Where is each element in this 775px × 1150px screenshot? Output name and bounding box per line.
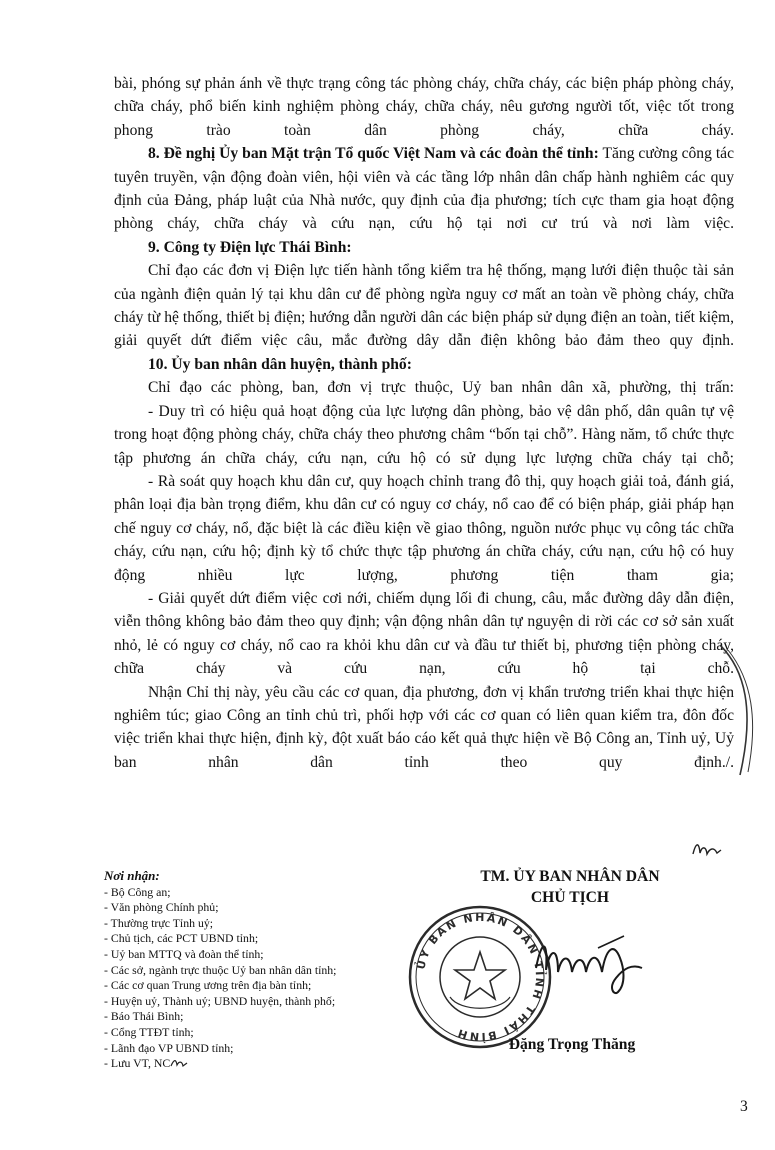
recipients-block xyxy=(104,868,434,1072)
signature-org-line: TM. ỦY BAN NHÂN DÂN xyxy=(480,868,660,885)
recipient-item: - Báo Thái Bình; xyxy=(104,1009,184,1024)
body-text xyxy=(114,72,734,774)
paragraph-continuation xyxy=(114,72,734,142)
recipient-item: - Cổng TTĐT tỉnh; xyxy=(104,1024,194,1039)
paragraph-text: Chỉ đạo các đơn vị Điện lực tiến hành tổng kiểm tra hệ thống, mạng lưới điện thuộc tài sản của ngành điện quản lý tại khu dân cư để phòng ngừa nguy cơ mất an toàn về phòng cháy, chữa cháy từ hệ thống, thiết bị điện; hướng dẫn người dân các biện pháp sử dụng điện an toàn, tiết kiệm, giải quyết dứt điểm việc câu, mắc đường dây dẫn điện không bảo đảm theo quy định. xyxy=(114,262,734,350)
paragraph-text: - Rà soát quy hoạch khu dân cư, quy hoạch chỉnh trang đô thị, quy hoạch giải toả, đánh giá, phân loại địa bàn trọng điểm, khu dân cư có nguy cơ cháy, nổ cao để có biện pháp, giải pháp hạn chế nguy cơ cháy, nổ, đặc biệt là các điều kiện về giao thông, nguồn nước phục vụ công tác chữa cháy, cứu nạn, cứu hộ; định kỳ tổ chức thực tập phương án chữa cháy, cứu nạn, cứu hộ có huy động nhiều lực lượng, phương tiện tham gia; xyxy=(114,472,734,584)
paragraph-text: Tăng cường công tác tuyên truyền, vận động đoàn viên, hội viên và các tầng lớp nhân dân chấp hành nghiêm các quy định của Đảng, pháp luật của Nhà nước, quy định của địa phương; tích cực tham gia hoạt động phòng cháy, chữa cháy và cứu nạn, cứu hộ tại nơi cư trú và nơi làm việc. xyxy=(114,145,735,233)
heading-text: 10. Ủy ban nhân dân huyện, thành phố: xyxy=(148,355,412,373)
initial-scrawl-icon xyxy=(170,1057,188,1069)
recipient-item xyxy=(104,1056,434,1072)
initial-scrawl-icon xyxy=(690,838,724,860)
recipients-title: Nơi nhận: xyxy=(104,868,160,883)
section-heading xyxy=(114,353,734,376)
recipient-item: - Huyện uỷ, Thành uỷ; UBND huyện, thành phố; xyxy=(104,993,336,1008)
paragraph-10b xyxy=(114,400,734,470)
signature-title-line: CHỦ TỊCH xyxy=(530,889,610,906)
svg-text:ỦY BAN NHÂN DÂN TỈNH THÁI BÌNH: ỦY BAN NHÂN DÂN TỈNH THÁI BÌNH xyxy=(414,910,547,1044)
recipient-item: - Bộ Công an; xyxy=(104,884,171,899)
paragraph-10d xyxy=(114,587,734,681)
recipient-item: - Các sở, ngành trực thuộc Uỷ ban nhân dân tỉnh; xyxy=(104,962,337,977)
paragraph-10a xyxy=(114,376,734,399)
paragraph-text: bài, phóng sự phản ánh về thực trạng công tác phòng cháy, chữa cháy, các biện pháp phòng cháy, chữa cháy, phổ biến kinh nghiệm phòng cháy, chữa cháy, nêu gương người tốt, việc tốt trong phong trào toàn dân phòng cháy, chữa cháy. xyxy=(114,75,734,139)
recipient-item: - Các cơ quan Trung ương trên địa bàn tỉnh; xyxy=(104,978,312,993)
paragraph-text: - Duy trì có hiệu quả hoạt động của lực lượng dân phòng, bảo vệ dân phố, dân quân tự vệ trong hoạt động phòng cháy, chữa cháy theo phương châm “bốn tại chỗ”. Hàng năm, tổ chức thực tập phương án chữa cháy, cứu nạn, cứu hộ có sử dụng lực lượng chữa cháy tại chỗ; xyxy=(114,402,734,467)
recipient-item: - Uỷ ban MTTQ và đoàn thể tỉnh; xyxy=(104,946,264,961)
recipient-item: - Lãnh đạo VP UBND tỉnh; xyxy=(104,1040,234,1055)
recipient-item: - Chủ tịch, các PCT UBND tỉnh; xyxy=(104,931,259,946)
recipient-item-text: - Lưu VT, NC xyxy=(104,1056,171,1071)
paragraph-text: Nhận Chỉ thị này, yêu cầu các cơ quan, địa phương, đơn vị khẩn trương triển khai thực hiện nghiêm túc; giao Công an tỉnh chủ trì, phối hợp với các cơ quan có liên quan kiểm tra, đôn đốc việc triển khai thực hiện, định kỳ, đột xuất báo cáo kết quả thực hiện về Bộ Công an, Tỉnh uỷ, Uỷ ban nhân dân tỉnh theo quy định./. xyxy=(114,683,734,771)
recipient-item: - Văn phòng Chính phủ; xyxy=(104,900,219,915)
section-heading: 8. Đề nghị Ủy ban Mặt trận Tổ quốc Việt Nam và các đoàn thể tỉnh: xyxy=(148,145,599,163)
section-heading xyxy=(114,236,734,259)
edge-seal-icon xyxy=(700,640,760,780)
paragraph-closing xyxy=(114,681,734,775)
signer-name: Đặng Trọng Thăng xyxy=(508,1036,636,1053)
paragraph-text: - Giải quyết dứt điểm việc cơi nới, chiếm dụng lối đi chung, câu, mắc đường dây dẫn điện, viễn thông không bảo đảm theo quy định; vận động nhân dân tự nguyện di rời các cơ sở sản xuất nhỏ, lẻ có nguy cơ cháy, nổ cao ra khỏi khu dân cư và đầu tư thiết bị, phương tiện phòng cháy, chữa cháy và cứu nạn, cứu hộ tại chỗ. xyxy=(114,589,734,678)
handwritten-signature-icon xyxy=(528,928,648,998)
paragraph-text: Chỉ đạo các phòng, ban, đơn vị trực thuộc, Uỷ ban nhân dân xã, phường, thị trấn: xyxy=(148,379,734,397)
recipient-item: - Thường trực Tỉnh uỷ; xyxy=(104,915,214,930)
paragraph-8 xyxy=(114,142,734,236)
heading-text: 9. Công ty Điện lực Thái Bình: xyxy=(148,238,352,256)
paragraph-9 xyxy=(114,259,734,353)
page-number: 3 xyxy=(740,1098,748,1115)
paragraph-10c xyxy=(114,470,734,587)
